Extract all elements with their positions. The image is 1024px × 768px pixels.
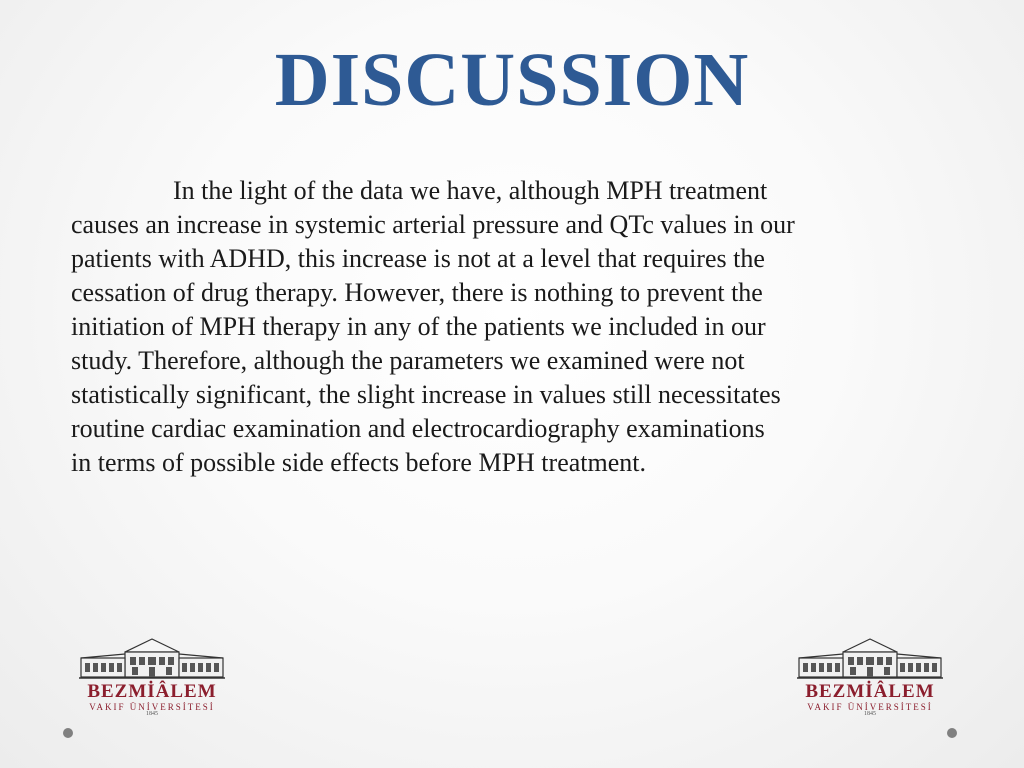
body-line: initiation of MPH therapy in any of the patients we included in our	[71, 312, 766, 341]
logo-year: 1845	[864, 711, 876, 717]
logo-subtitle: VAKIF ÜNİVERSİTESİ	[89, 702, 215, 712]
building-icon	[797, 636, 943, 680]
body-line: In the light of the data we have, although MPH treatment	[173, 176, 768, 205]
decorative-dot-right	[947, 728, 957, 738]
logo-year: 1845	[146, 711, 158, 717]
decorative-dot-left	[63, 728, 73, 738]
building-icon	[79, 636, 225, 680]
logo-name: BEZMİÂLEM	[87, 681, 217, 702]
body-paragraph	[71, 174, 951, 480]
slide-title: DISCUSSION	[274, 38, 750, 122]
body-line: study. Therefore, although the parameters we examined were not	[71, 346, 745, 375]
body-line: causes an increase in systemic arterial pressure and QTc values in our	[71, 210, 795, 239]
body-line: cessation of drug therapy. However, there is nothing to prevent the	[71, 278, 763, 307]
university-logo-left	[79, 636, 225, 716]
body-line: routine cardiac examination and electrocardiography examinations	[71, 414, 765, 443]
body-line: statistically significant, the slight increase in values still necessitates	[71, 380, 781, 409]
body-line: patients with ADHD, this increase is not at a level that requires the	[71, 244, 765, 273]
university-logo-right	[797, 636, 943, 716]
logo-subtitle: VAKIF ÜNİVERSİTESİ	[807, 702, 933, 712]
logo-name: BEZMİÂLEM	[805, 681, 935, 702]
body-line: in terms of possible side effects before MPH treatment.	[71, 448, 646, 477]
